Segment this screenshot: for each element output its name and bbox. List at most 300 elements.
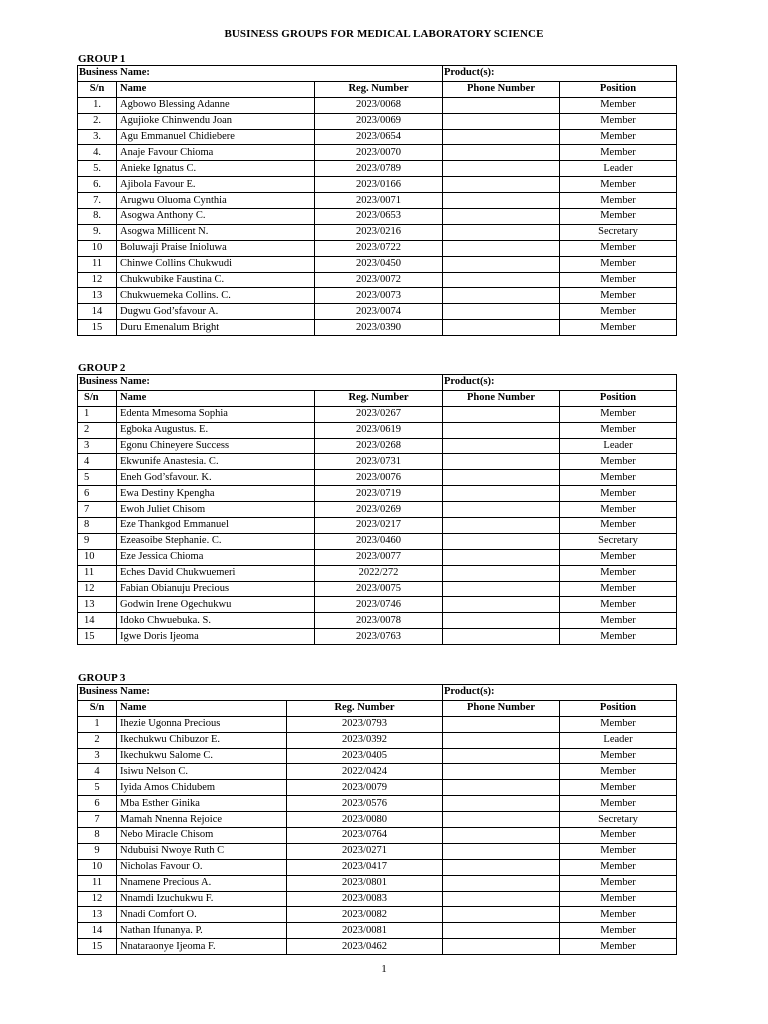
- sn-cell: 11: [78, 256, 117, 272]
- sn-cell: 7: [78, 502, 117, 518]
- group-label: GROUP 1: [78, 53, 126, 65]
- phone-number-cell: [443, 891, 560, 907]
- position-cell: Member: [560, 796, 677, 812]
- sn-cell: 10: [78, 549, 117, 565]
- table-row: [78, 470, 677, 486]
- table-row: [78, 193, 677, 209]
- phone-number-cell: [443, 272, 560, 288]
- name-cell: Ikechukwu Chibuzor E.: [117, 732, 287, 748]
- position-cell: Member: [560, 716, 677, 732]
- sn-cell: 8.: [78, 209, 117, 225]
- sn-cell: 8: [78, 518, 117, 534]
- table-row: [78, 716, 677, 732]
- position-cell: Leader: [560, 161, 677, 177]
- name-cell: Idoko Chwuebuka. S.: [117, 613, 315, 629]
- name-cell: Igwe Doris Ijeoma: [117, 629, 315, 645]
- phone-number-cell: [443, 549, 560, 565]
- reg-number-cell: 2023/0462: [287, 939, 443, 955]
- sn-cell: 10: [78, 240, 117, 256]
- name-cell: Nebo Miracle Chisom: [117, 828, 287, 844]
- reg-number-cell: 2023/0763: [315, 629, 443, 645]
- table-row: [78, 256, 677, 272]
- table-row: [78, 549, 677, 565]
- name-cell: Fabian Obianuju Precious: [117, 581, 315, 597]
- sn-cell: 9: [78, 843, 117, 859]
- position-cell: Member: [560, 193, 677, 209]
- sn-cell: 12: [78, 891, 117, 907]
- reg-number-header: Reg. Number: [315, 81, 443, 97]
- reg-number-cell: 2023/0789: [315, 161, 443, 177]
- sn-header: S/n: [78, 81, 117, 97]
- name-cell: Ezeasoibe Stephanie. C.: [117, 533, 315, 549]
- name-cell: Isiwu Nelson C.: [117, 764, 287, 780]
- name-cell: Agbowo Blessing Adanne: [117, 97, 315, 113]
- reg-number-cell: 2023/0653: [315, 209, 443, 225]
- table-row: [78, 828, 677, 844]
- phone-number-cell: [443, 907, 560, 923]
- group-label: GROUP 2: [78, 362, 126, 374]
- reg-number-cell: 2023/0069: [315, 113, 443, 129]
- phone-number-cell: [443, 406, 560, 422]
- reg-number-cell: 2023/0746: [315, 597, 443, 613]
- reg-number-cell: 2023/0619: [315, 422, 443, 438]
- name-cell: Ndubuisi Nwoye Ruth C: [117, 843, 287, 859]
- phone-number-cell: [443, 875, 560, 891]
- reg-number-cell: 2023/0074: [315, 304, 443, 320]
- reg-number-cell: 2023/0073: [315, 288, 443, 304]
- phone-number-cell: [443, 113, 560, 129]
- reg-number-cell: 2023/0576: [287, 796, 443, 812]
- table-row: [78, 454, 677, 470]
- table-row: [78, 502, 677, 518]
- position-cell: Leader: [560, 732, 677, 748]
- table-row: [78, 859, 677, 875]
- position-cell: Member: [560, 113, 677, 129]
- name-cell: Iyida Amos Chidubem: [117, 780, 287, 796]
- sn-cell: 7.: [78, 193, 117, 209]
- table-row: [78, 732, 677, 748]
- name-cell: Chukwuemeka Collins. C.: [117, 288, 315, 304]
- phone-number-cell: [443, 748, 560, 764]
- position-cell: Member: [560, 875, 677, 891]
- phone-number-cell: [443, 613, 560, 629]
- phone-number-cell: [443, 796, 560, 812]
- reg-number-cell: 2023/0081: [287, 923, 443, 939]
- name-cell: Godwin Irene Ogechukwu: [117, 597, 315, 613]
- phone-number-cell: [443, 533, 560, 549]
- sn-cell: 15: [78, 629, 117, 645]
- position-cell: Member: [560, 581, 677, 597]
- name-cell: Ikechukwu Salome C.: [117, 748, 287, 764]
- phone-number-cell: [443, 843, 560, 859]
- phone-number-cell: [443, 129, 560, 145]
- phone-number-header: Phone Number: [443, 700, 560, 716]
- reg-number-cell: 2023/0460: [315, 533, 443, 549]
- name-cell: Ekwunife Anastesia. C.: [117, 454, 315, 470]
- reg-number-cell: 2023/0076: [315, 470, 443, 486]
- phone-number-cell: [443, 923, 560, 939]
- group-1-section: [77, 53, 676, 336]
- reg-number-cell: 2022/272: [315, 565, 443, 581]
- sn-cell: 15: [78, 320, 117, 336]
- reg-number-cell: 2023/0080: [287, 812, 443, 828]
- group-table: [77, 684, 677, 955]
- phone-number-cell: [443, 161, 560, 177]
- phone-number-cell: [443, 97, 560, 113]
- sn-cell: 2: [78, 422, 117, 438]
- table-row: [78, 780, 677, 796]
- name-cell: Nnamdi Izuchukwu F.: [117, 891, 287, 907]
- sn-cell: 6: [78, 796, 117, 812]
- table-row: [78, 748, 677, 764]
- phone-number-cell: [443, 518, 560, 534]
- phone-number-cell: [443, 320, 560, 336]
- position-header: Position: [560, 390, 677, 406]
- sn-cell: 15: [78, 939, 117, 955]
- reg-number-cell: 2023/0217: [315, 518, 443, 534]
- sn-cell: 9: [78, 533, 117, 549]
- name-cell: Egonu Chineyere Success: [117, 438, 315, 454]
- sn-cell: 8: [78, 828, 117, 844]
- sn-cell: 1.: [78, 97, 117, 113]
- reg-number-cell: 2023/0731: [315, 454, 443, 470]
- position-cell: Member: [560, 272, 677, 288]
- table-header-row: [78, 700, 677, 716]
- table-row: [78, 796, 677, 812]
- phone-number-header: Phone Number: [443, 390, 560, 406]
- name-cell: Mamah Nnenna Rejoice: [117, 812, 287, 828]
- name-cell: Ewoh Juliet Chisom: [117, 502, 315, 518]
- phone-number-cell: [443, 288, 560, 304]
- business-name-label: Business Name:: [78, 685, 443, 701]
- sn-cell: 12: [78, 272, 117, 288]
- sn-cell: 9.: [78, 224, 117, 240]
- sn-cell: 13: [78, 597, 117, 613]
- products-label: Product(s):: [443, 66, 677, 82]
- phone-number-cell: [443, 828, 560, 844]
- position-cell: Member: [560, 177, 677, 193]
- sn-cell: 11: [78, 565, 117, 581]
- sn-cell: 13: [78, 288, 117, 304]
- sn-cell: 14: [78, 923, 117, 939]
- position-cell: Member: [560, 613, 677, 629]
- phone-number-cell: [443, 304, 560, 320]
- name-cell: Ewa Destiny Kpengha: [117, 486, 315, 502]
- sn-cell: 3: [78, 748, 117, 764]
- sn-cell: 2: [78, 732, 117, 748]
- position-cell: Member: [560, 406, 677, 422]
- group-2-section: [77, 362, 676, 645]
- products-label: Product(s):: [443, 685, 677, 701]
- sn-cell: 1: [78, 716, 117, 732]
- reg-number-cell: 2023/0654: [315, 129, 443, 145]
- sn-header: S/n: [78, 700, 117, 716]
- sn-cell: 6: [78, 486, 117, 502]
- table-row: [78, 629, 677, 645]
- table-row: [78, 843, 677, 859]
- reg-number-header: Reg. Number: [287, 700, 443, 716]
- phone-number-cell: [443, 502, 560, 518]
- sn-cell: 5: [78, 470, 117, 486]
- position-cell: Member: [560, 256, 677, 272]
- table-row: [78, 129, 677, 145]
- position-cell: Secretary: [560, 224, 677, 240]
- phone-number-header: Phone Number: [443, 81, 560, 97]
- position-cell: Secretary: [560, 812, 677, 828]
- reg-number-cell: 2023/0801: [287, 875, 443, 891]
- position-cell: Member: [560, 549, 677, 565]
- name-cell: Agu Emmanuel Chidiebere: [117, 129, 315, 145]
- phone-number-cell: [443, 438, 560, 454]
- table-row: [78, 875, 677, 891]
- position-cell: Member: [560, 859, 677, 875]
- name-cell: Eze Jessica Chioma: [117, 549, 315, 565]
- position-cell: Member: [560, 629, 677, 645]
- name-cell: Asogwa Millicent N.: [117, 224, 315, 240]
- position-cell: Member: [560, 518, 677, 534]
- phone-number-cell: [443, 454, 560, 470]
- reg-number-cell: 2023/0068: [315, 97, 443, 113]
- reg-number-cell: 2023/0166: [315, 177, 443, 193]
- name-header: Name: [117, 390, 315, 406]
- table-row: [78, 597, 677, 613]
- reg-number-cell: 2023/0072: [315, 272, 443, 288]
- table-row: [78, 891, 677, 907]
- reg-number-cell: 2023/0268: [315, 438, 443, 454]
- reg-number-cell: 2023/0417: [287, 859, 443, 875]
- position-cell: Secretary: [560, 533, 677, 549]
- reg-number-cell: 2023/0271: [287, 843, 443, 859]
- phone-number-cell: [443, 145, 560, 161]
- sn-cell: 2.: [78, 113, 117, 129]
- position-cell: Member: [560, 320, 677, 336]
- reg-number-header: Reg. Number: [315, 390, 443, 406]
- name-cell: Agujioke Chinwendu Joan: [117, 113, 315, 129]
- business-name-label: Business Name:: [78, 375, 443, 391]
- name-cell: Anaje Favour Chioma: [117, 145, 315, 161]
- table-row: [78, 923, 677, 939]
- phone-number-cell: [443, 581, 560, 597]
- sn-cell: 12: [78, 581, 117, 597]
- phone-number-cell: [443, 177, 560, 193]
- name-cell: Eze Thankgod Emmanuel: [117, 518, 315, 534]
- phone-number-cell: [443, 422, 560, 438]
- reg-number-cell: 2023/0216: [315, 224, 443, 240]
- reg-number-cell: 2023/0083: [287, 891, 443, 907]
- reg-number-cell: 2023/0392: [287, 732, 443, 748]
- position-cell: Member: [560, 764, 677, 780]
- sn-cell: 6.: [78, 177, 117, 193]
- table-row: [78, 304, 677, 320]
- table-row: [78, 406, 677, 422]
- position-cell: Member: [560, 907, 677, 923]
- phone-number-cell: [443, 209, 560, 225]
- table-row: [78, 145, 677, 161]
- sn-cell: 3: [78, 438, 117, 454]
- reg-number-cell: 2023/0450: [315, 256, 443, 272]
- sn-cell: 14: [78, 304, 117, 320]
- position-cell: Member: [560, 891, 677, 907]
- table-row: [78, 240, 677, 256]
- position-cell: Member: [560, 486, 677, 502]
- name-header: Name: [117, 81, 315, 97]
- table-row: [78, 764, 677, 780]
- name-cell: Asogwa Anthony C.: [117, 209, 315, 225]
- table-row: [78, 581, 677, 597]
- name-cell: Nathan Ifunanya. P.: [117, 923, 287, 939]
- sn-cell: 4.: [78, 145, 117, 161]
- reg-number-cell: 2023/0793: [287, 716, 443, 732]
- name-cell: Ihezie Ugonna Precious: [117, 716, 287, 732]
- position-header: Position: [560, 700, 677, 716]
- position-cell: Member: [560, 780, 677, 796]
- table-row: [78, 518, 677, 534]
- sn-cell: 5: [78, 780, 117, 796]
- reg-number-cell: 2023/0764: [287, 828, 443, 844]
- position-cell: Member: [560, 502, 677, 518]
- phone-number-cell: [443, 470, 560, 486]
- phone-number-cell: [443, 764, 560, 780]
- reg-number-cell: 2023/0405: [287, 748, 443, 764]
- table-row: [78, 272, 677, 288]
- table-row: [78, 224, 677, 240]
- phone-number-cell: [443, 780, 560, 796]
- name-cell: Chukwubike Faustina C.: [117, 272, 315, 288]
- page-title: BUSINESS GROUPS FOR MEDICAL LABORATORY SCIENCE: [224, 28, 544, 40]
- sn-cell: 1: [78, 406, 117, 422]
- group-3-section: [77, 672, 676, 955]
- position-cell: Member: [560, 565, 677, 581]
- name-cell: Dugwu God’sfavour A.: [117, 304, 315, 320]
- table-row: [78, 288, 677, 304]
- phone-number-cell: [443, 939, 560, 955]
- table-header-row: [78, 81, 677, 97]
- position-cell: Member: [560, 470, 677, 486]
- name-cell: Nnataraonye Ijeoma F.: [117, 939, 287, 955]
- name-cell: Ajibola Favour E.: [117, 177, 315, 193]
- position-cell: Member: [560, 240, 677, 256]
- reg-number-cell: 2023/0075: [315, 581, 443, 597]
- position-cell: Member: [560, 145, 677, 161]
- phone-number-cell: [443, 812, 560, 828]
- table-row: [78, 320, 677, 336]
- table-row: [78, 812, 677, 828]
- business-info-row: [78, 685, 677, 701]
- table-row: [78, 613, 677, 629]
- phone-number-cell: [443, 224, 560, 240]
- reg-number-cell: 2023/0269: [315, 502, 443, 518]
- reg-number-cell: 2023/0079: [287, 780, 443, 796]
- reg-number-cell: 2023/0082: [287, 907, 443, 923]
- phone-number-cell: [443, 486, 560, 502]
- table-row: [78, 438, 677, 454]
- name-cell: Nicholas Favour O.: [117, 859, 287, 875]
- name-cell: Chinwe Collins Chukwudi: [117, 256, 315, 272]
- name-cell: Duru Emenalum Bright: [117, 320, 315, 336]
- table-row: [78, 177, 677, 193]
- position-cell: Member: [560, 843, 677, 859]
- position-header: Position: [560, 81, 677, 97]
- group-table: [77, 65, 677, 336]
- sn-cell: 14: [78, 613, 117, 629]
- table-row: [78, 161, 677, 177]
- reg-number-cell: 2023/0267: [315, 406, 443, 422]
- name-header: Name: [117, 700, 287, 716]
- reg-number-cell: 2023/0719: [315, 486, 443, 502]
- phone-number-cell: [443, 597, 560, 613]
- name-cell: Nnamene Precious A.: [117, 875, 287, 891]
- sn-cell: 4: [78, 764, 117, 780]
- table-row: [78, 565, 677, 581]
- phone-number-cell: [443, 732, 560, 748]
- reg-number-cell: 2023/0078: [315, 613, 443, 629]
- table-header-row: [78, 390, 677, 406]
- position-cell: Member: [560, 97, 677, 113]
- phone-number-cell: [443, 240, 560, 256]
- position-cell: Member: [560, 597, 677, 613]
- reg-number-cell: 2023/0390: [315, 320, 443, 336]
- table-row: [78, 939, 677, 955]
- position-cell: Member: [560, 288, 677, 304]
- sn-cell: 11: [78, 875, 117, 891]
- sn-cell: 10: [78, 859, 117, 875]
- reg-number-cell: 2023/0070: [315, 145, 443, 161]
- business-info-row: [78, 66, 677, 82]
- table-row: [78, 533, 677, 549]
- position-cell: Member: [560, 209, 677, 225]
- table-row: [78, 907, 677, 923]
- position-cell: Member: [560, 129, 677, 145]
- phone-number-cell: [443, 859, 560, 875]
- name-cell: Eches David Chukwuemeri: [117, 565, 315, 581]
- name-cell: Anieke Ignatus C.: [117, 161, 315, 177]
- products-label: Product(s):: [443, 375, 677, 391]
- phone-number-cell: [443, 256, 560, 272]
- group-label: GROUP 3: [78, 672, 126, 684]
- table-row: [78, 97, 677, 113]
- name-cell: Edenta Mmesoma Sophia: [117, 406, 315, 422]
- table-row: [78, 486, 677, 502]
- phone-number-cell: [443, 629, 560, 645]
- name-cell: Mba Esther Ginika: [117, 796, 287, 812]
- name-cell: Boluwaji Praise Inioluwa: [117, 240, 315, 256]
- position-cell: Member: [560, 748, 677, 764]
- sn-cell: 5.: [78, 161, 117, 177]
- table-row: [78, 422, 677, 438]
- reg-number-cell: 2022/0424: [287, 764, 443, 780]
- table-row: [78, 113, 677, 129]
- name-cell: Arugwu Oluoma Cynthia: [117, 193, 315, 209]
- position-cell: Member: [560, 454, 677, 470]
- phone-number-cell: [443, 716, 560, 732]
- position-cell: Leader: [560, 438, 677, 454]
- position-cell: Member: [560, 304, 677, 320]
- position-cell: Member: [560, 828, 677, 844]
- position-cell: Member: [560, 939, 677, 955]
- name-cell: Egboka Augustus. E.: [117, 422, 315, 438]
- sn-header: S/n: [78, 390, 117, 406]
- reg-number-cell: 2023/0077: [315, 549, 443, 565]
- position-cell: Member: [560, 422, 677, 438]
- name-cell: Eneh God’sfavour. K.: [117, 470, 315, 486]
- sn-cell: 4: [78, 454, 117, 470]
- page-number: 1: [381, 963, 387, 975]
- business-name-label: Business Name:: [78, 66, 443, 82]
- reg-number-cell: 2023/0722: [315, 240, 443, 256]
- phone-number-cell: [443, 193, 560, 209]
- sn-cell: 3.: [78, 129, 117, 145]
- reg-number-cell: 2023/0071: [315, 193, 443, 209]
